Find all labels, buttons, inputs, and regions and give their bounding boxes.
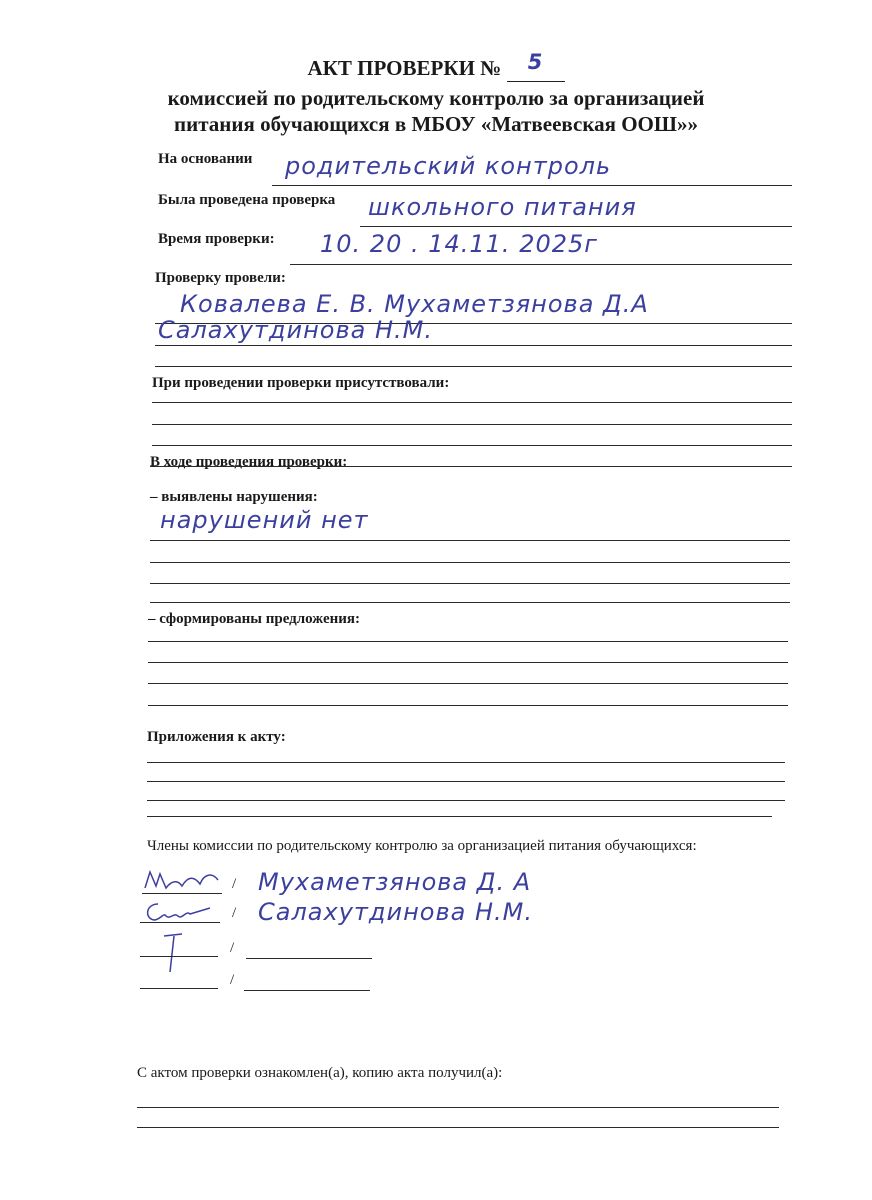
act-title-text: АКТ ПРОВЕРКИ № bbox=[307, 56, 502, 80]
violations-line-1[interactable] bbox=[150, 540, 790, 541]
member-name-2: Салахутдинова Н.М. bbox=[258, 898, 533, 926]
appendix-label: Приложения к акту: bbox=[147, 729, 286, 745]
act-title bbox=[0, 50, 872, 82]
proposals-line-3[interactable] bbox=[148, 683, 788, 684]
inspectors-value-2: Салахутдинова Н.М. bbox=[158, 316, 433, 344]
acknowledgement-line-2[interactable] bbox=[137, 1127, 779, 1128]
violations-value: нарушений нет bbox=[160, 506, 369, 534]
signature-line-3[interactable] bbox=[140, 956, 218, 957]
basis-label: На основании bbox=[158, 151, 253, 167]
signature-line-4[interactable] bbox=[140, 988, 218, 989]
slash-2: / bbox=[232, 905, 237, 921]
members-label: Члены комиссии по родительскому контролю за организацией питания обучающихся: bbox=[147, 838, 697, 854]
signature-2 bbox=[140, 898, 220, 931]
member-name-line-3[interactable] bbox=[246, 958, 372, 959]
proposals-line-2[interactable] bbox=[148, 662, 788, 663]
member-name-1: Мухаметзянова Д. А bbox=[258, 868, 532, 896]
act-subtitle-line2: питания обучающихся в МБОУ «Матвеевская ООШ»» bbox=[174, 112, 698, 136]
inspectors-label: Проверку провели: bbox=[155, 270, 286, 286]
appendix-line-2[interactable] bbox=[147, 781, 785, 782]
time-line[interactable] bbox=[290, 264, 792, 265]
during-label: В ходе проведения проверки: bbox=[150, 454, 348, 470]
proposals-line-4[interactable] bbox=[148, 705, 788, 706]
act-number-field[interactable] bbox=[507, 50, 565, 82]
appendix-line-1[interactable] bbox=[147, 762, 785, 763]
present-label: При проведении проверки присутствовали: bbox=[152, 375, 450, 391]
signature-3-scribble-icon bbox=[160, 928, 200, 978]
violations-label: – выявлены нарушения: bbox=[150, 489, 318, 505]
check-label: Была проведена проверка bbox=[158, 192, 336, 208]
acknowledgement-line-1[interactable] bbox=[137, 1107, 779, 1108]
inspectors-line-2[interactable] bbox=[155, 345, 792, 346]
proposals-line-1[interactable] bbox=[148, 641, 788, 642]
present-line-1[interactable] bbox=[152, 402, 792, 403]
time-value: 10. 20 . 14.11. 2025г bbox=[320, 230, 598, 258]
time-label: Время проверки: bbox=[158, 231, 275, 247]
appendix-line-3[interactable] bbox=[147, 800, 785, 801]
violations-line-2[interactable] bbox=[150, 562, 790, 563]
act-number: 5 bbox=[527, 50, 544, 74]
basis-line[interactable] bbox=[272, 185, 792, 186]
present-line-2[interactable] bbox=[152, 424, 792, 425]
appendix-line-4[interactable] bbox=[147, 816, 772, 817]
slash-3: / bbox=[230, 940, 235, 956]
member-name-line-4[interactable] bbox=[244, 990, 370, 991]
signature-line-2[interactable] bbox=[140, 922, 220, 923]
during-line bbox=[150, 466, 792, 467]
inspectors-value-1: Ковалева Е. В. Мухаметзянова Д.А bbox=[180, 290, 649, 318]
basis-value: родительский контроль bbox=[285, 152, 612, 180]
acknowledgement-label: С актом проверки ознакомлен(а), копию акта получил(а): bbox=[137, 1065, 503, 1081]
proposals-label: – сформированы предложения: bbox=[148, 611, 361, 627]
signature-1 bbox=[142, 866, 227, 901]
slash-4: / bbox=[230, 972, 235, 988]
check-value: школьного питания bbox=[368, 193, 637, 221]
present-line-3[interactable] bbox=[152, 445, 792, 446]
slash-1: / bbox=[232, 876, 237, 892]
act-subtitle-line1: комиссией по родительскому контролю за организацией bbox=[167, 86, 705, 110]
signature-1-scribble-icon bbox=[142, 866, 227, 896]
check-line[interactable] bbox=[360, 226, 792, 227]
violations-line-4[interactable] bbox=[150, 602, 790, 603]
signature-line-1[interactable] bbox=[142, 893, 222, 894]
violations-line-3[interactable] bbox=[150, 583, 790, 584]
inspectors-line-3[interactable] bbox=[155, 366, 792, 367]
